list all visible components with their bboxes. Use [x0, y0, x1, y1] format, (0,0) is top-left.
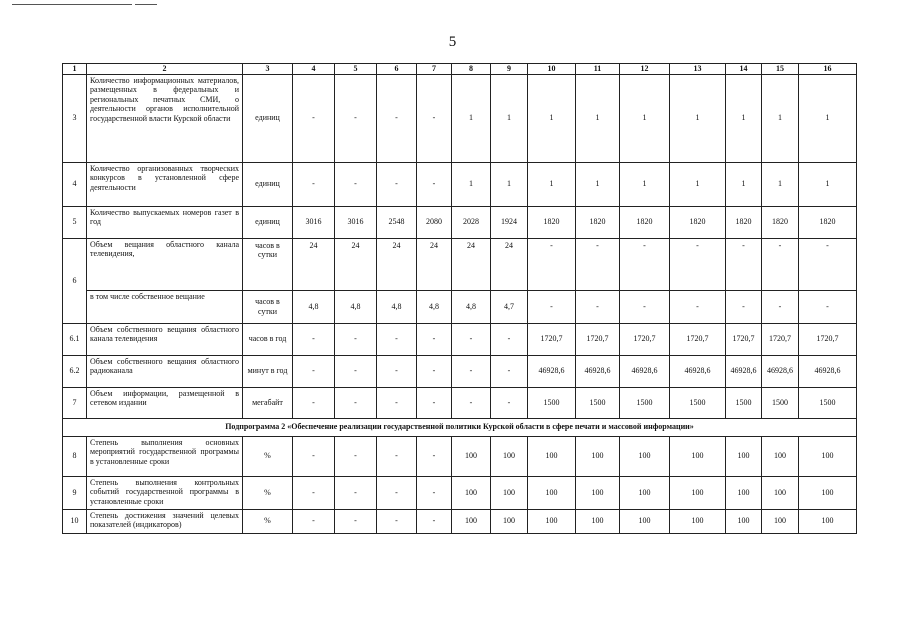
value-cell: 100 — [762, 509, 799, 533]
header-cell: 3 — [243, 64, 293, 75]
value-cell: 100 — [799, 476, 857, 509]
value-cell: 24 — [417, 238, 452, 290]
value-cell: 100 — [799, 436, 857, 476]
value-cell: - — [491, 355, 528, 387]
indicator-description: Степень выполнения контрольных событий государственной программы в установленные сроки — [87, 476, 243, 509]
value-cell: - — [762, 238, 799, 290]
value-cell: - — [528, 238, 576, 290]
unit-cell: % — [243, 509, 293, 533]
value-cell: - — [417, 436, 452, 476]
value-cell: 1720,7 — [528, 323, 576, 355]
value-cell: 1720,7 — [620, 323, 670, 355]
unit-cell: часов в сутки — [243, 238, 293, 290]
value-cell: 100 — [620, 509, 670, 533]
value-cell: 1 — [620, 74, 670, 162]
value-cell: 1720,7 — [726, 323, 762, 355]
header-cell: 15 — [762, 64, 799, 75]
value-cell: 3016 — [335, 206, 377, 238]
value-cell: 100 — [799, 509, 857, 533]
header-cell: 16 — [799, 64, 857, 75]
value-cell: - — [377, 323, 417, 355]
unit-cell: часов в год — [243, 323, 293, 355]
value-cell: - — [726, 238, 762, 290]
value-cell: 1 — [726, 162, 762, 206]
value-cell: 46928,6 — [726, 355, 762, 387]
unit-cell: минут в год — [243, 355, 293, 387]
value-cell: 24 — [452, 238, 491, 290]
value-cell: - — [293, 355, 335, 387]
header-cell: 14 — [726, 64, 762, 75]
subprogram-row — [63, 418, 857, 436]
value-cell: 1820 — [670, 206, 726, 238]
value-cell: 3016 — [293, 206, 335, 238]
unit-cell: % — [243, 476, 293, 509]
value-cell: - — [293, 436, 335, 476]
unit-cell: единиц — [243, 206, 293, 238]
value-cell: - — [417, 74, 452, 162]
value-cell: 24 — [335, 238, 377, 290]
value-cell: 4,8 — [452, 290, 491, 323]
value-cell: 1 — [576, 74, 620, 162]
row-number: 4 — [63, 162, 87, 206]
indicator-description: Объем вещания областного канала телевидения, — [87, 238, 243, 290]
value-cell: 1500 — [576, 387, 620, 418]
value-cell: 1820 — [762, 206, 799, 238]
row-number: 6 — [63, 238, 87, 323]
value-cell: 100 — [726, 509, 762, 533]
value-cell: - — [335, 74, 377, 162]
value-cell: 46928,6 — [762, 355, 799, 387]
value-cell: - — [452, 387, 491, 418]
header-cell: 8 — [452, 64, 491, 75]
row-number: 10 — [63, 509, 87, 533]
value-cell: 100 — [528, 436, 576, 476]
value-cell: 1500 — [528, 387, 576, 418]
value-cell: - — [377, 509, 417, 533]
value-cell: 1820 — [620, 206, 670, 238]
value-cell: - — [576, 290, 620, 323]
table-row — [63, 74, 857, 162]
value-cell: - — [293, 323, 335, 355]
row-number: 5 — [63, 206, 87, 238]
header-cell: 11 — [576, 64, 620, 75]
value-cell: 1924 — [491, 206, 528, 238]
value-cell: - — [452, 323, 491, 355]
value-cell: 100 — [670, 476, 726, 509]
header-cell: 5 — [335, 64, 377, 75]
value-cell: 100 — [528, 476, 576, 509]
value-cell: 1 — [799, 74, 857, 162]
value-cell: - — [335, 323, 377, 355]
indicator-description: Количество информационных материалов, размещенных в федеральных и региональных печатных СМИ, о деятельности органов исполнительной государственной власти Курской области — [87, 74, 243, 162]
value-cell: 100 — [726, 476, 762, 509]
value-cell: - — [377, 74, 417, 162]
value-cell: 100 — [491, 509, 528, 533]
value-cell: 100 — [528, 509, 576, 533]
value-cell: 46928,6 — [620, 355, 670, 387]
value-cell: 1500 — [620, 387, 670, 418]
value-cell: - — [417, 476, 452, 509]
value-cell: - — [293, 476, 335, 509]
table-row — [63, 162, 857, 206]
value-cell: 100 — [670, 509, 726, 533]
value-cell: 1720,7 — [762, 323, 799, 355]
value-cell: 1 — [576, 162, 620, 206]
row-number: 7 — [63, 387, 87, 418]
value-cell: 100 — [452, 509, 491, 533]
value-cell: - — [377, 355, 417, 387]
value-cell: 1 — [491, 74, 528, 162]
value-cell: 2548 — [377, 206, 417, 238]
unit-cell: часов в сутки — [243, 290, 293, 323]
indicator-description: Степень выполнения основных мероприятий государственной программы в установленные сроки — [87, 436, 243, 476]
value-cell: - — [335, 355, 377, 387]
value-cell: 1 — [452, 162, 491, 206]
value-cell: - — [417, 323, 452, 355]
value-cell: 1820 — [576, 206, 620, 238]
value-cell: - — [576, 238, 620, 290]
value-cell: - — [293, 387, 335, 418]
value-cell: - — [293, 162, 335, 206]
table-row — [63, 355, 857, 387]
value-cell: 100 — [762, 436, 799, 476]
unit-cell: единиц — [243, 162, 293, 206]
header-cell: 12 — [620, 64, 670, 75]
value-cell: 1 — [452, 74, 491, 162]
value-cell: 4,8 — [293, 290, 335, 323]
value-cell: - — [377, 476, 417, 509]
value-cell: - — [670, 238, 726, 290]
value-cell: - — [335, 162, 377, 206]
value-cell: - — [293, 509, 335, 533]
value-cell: 100 — [452, 436, 491, 476]
value-cell: 100 — [620, 436, 670, 476]
value-cell: - — [335, 509, 377, 533]
row-number: 6.1 — [63, 323, 87, 355]
value-cell: 1500 — [670, 387, 726, 418]
indicator-description: в том числе собственное вещание — [87, 290, 243, 323]
value-cell: 100 — [576, 436, 620, 476]
header-cell: 13 — [670, 64, 726, 75]
header-cell: 4 — [293, 64, 335, 75]
indicator-description: Объем собственного вещания областного канала телевидения — [87, 323, 243, 355]
subprogram-title: Подпрограмма 2 «Обеспечение реализации государственной политики Курской области в сфере печати и массовой информации» — [63, 418, 857, 436]
value-cell: 4,7 — [491, 290, 528, 323]
value-cell: 2080 — [417, 206, 452, 238]
header-cell: 2 — [87, 64, 243, 75]
value-cell: 1 — [528, 162, 576, 206]
indicator-description: Количество выпускаемых номеров газет в год — [87, 206, 243, 238]
table-row — [63, 509, 857, 533]
value-cell: - — [670, 290, 726, 323]
value-cell: 24 — [491, 238, 528, 290]
value-cell: 100 — [491, 476, 528, 509]
unit-cell: % — [243, 436, 293, 476]
value-cell: - — [377, 436, 417, 476]
value-cell: 1 — [528, 74, 576, 162]
value-cell: 1 — [670, 74, 726, 162]
table-row — [63, 238, 857, 290]
header-cell: 1 — [63, 64, 87, 75]
value-cell: 46928,6 — [576, 355, 620, 387]
value-cell: - — [528, 290, 576, 323]
value-cell: 100 — [670, 436, 726, 476]
top-rule — [12, 4, 132, 5]
value-cell: - — [491, 323, 528, 355]
indicator-description: Степень достижения значений целевых показателей (индикаторов) — [87, 509, 243, 533]
value-cell: - — [452, 355, 491, 387]
value-cell: 46928,6 — [670, 355, 726, 387]
indicator-description: Объем информации, размещенной в сетевом издании — [87, 387, 243, 418]
value-cell: 1720,7 — [799, 323, 857, 355]
unit-cell: единиц — [243, 74, 293, 162]
table-row — [63, 387, 857, 418]
value-cell: 24 — [293, 238, 335, 290]
value-cell: 1500 — [762, 387, 799, 418]
value-cell: - — [377, 387, 417, 418]
row-number: 9 — [63, 476, 87, 509]
value-cell: - — [491, 387, 528, 418]
value-cell: 100 — [491, 436, 528, 476]
value-cell: 1 — [620, 162, 670, 206]
indicator-description: Количество организованных творческих конкурсов в установленной сфере деятельности — [87, 162, 243, 206]
value-cell: 1 — [762, 74, 799, 162]
page-number: 5 — [448, 34, 457, 50]
value-cell: 46928,6 — [799, 355, 857, 387]
value-cell: - — [762, 290, 799, 323]
value-cell: 4,8 — [335, 290, 377, 323]
unit-cell: мегабайт — [243, 387, 293, 418]
value-cell: 1 — [762, 162, 799, 206]
value-cell: - — [417, 162, 452, 206]
indicators-table — [62, 63, 857, 534]
header-row — [63, 64, 857, 75]
value-cell: 46928,6 — [528, 355, 576, 387]
header-cell: 9 — [491, 64, 528, 75]
table-row — [63, 206, 857, 238]
value-cell: - — [799, 238, 857, 290]
value-cell: - — [726, 290, 762, 323]
value-cell: 1720,7 — [670, 323, 726, 355]
value-cell: - — [377, 162, 417, 206]
value-cell: 24 — [377, 238, 417, 290]
value-cell: 1 — [670, 162, 726, 206]
value-cell: 1720,7 — [576, 323, 620, 355]
table-row — [63, 290, 857, 323]
value-cell: - — [335, 476, 377, 509]
value-cell: 1820 — [799, 206, 857, 238]
indicator-description: Объем собственного вещания областного радиоканала — [87, 355, 243, 387]
row-number: 8 — [63, 436, 87, 476]
value-cell: - — [335, 387, 377, 418]
value-cell: - — [417, 509, 452, 533]
header-cell: 6 — [377, 64, 417, 75]
value-cell: - — [620, 238, 670, 290]
table-row — [63, 323, 857, 355]
value-cell: 1820 — [726, 206, 762, 238]
row-number: 6.2 — [63, 355, 87, 387]
value-cell: 100 — [576, 509, 620, 533]
value-cell: 100 — [576, 476, 620, 509]
value-cell: - — [417, 355, 452, 387]
value-cell: 1 — [726, 74, 762, 162]
table-row — [63, 436, 857, 476]
value-cell: - — [417, 387, 452, 418]
value-cell: 1820 — [528, 206, 576, 238]
value-cell: 100 — [762, 476, 799, 509]
value-cell: - — [799, 290, 857, 323]
value-cell: - — [293, 74, 335, 162]
value-cell: 2028 — [452, 206, 491, 238]
value-cell: 100 — [726, 436, 762, 476]
value-cell: 1 — [491, 162, 528, 206]
value-cell: 100 — [620, 476, 670, 509]
value-cell: 1500 — [799, 387, 857, 418]
value-cell: 100 — [452, 476, 491, 509]
row-number: 3 — [63, 74, 87, 162]
value-cell: - — [335, 436, 377, 476]
header-cell: 10 — [528, 64, 576, 75]
value-cell: 1500 — [726, 387, 762, 418]
header-cell: 7 — [417, 64, 452, 75]
value-cell: 4,8 — [417, 290, 452, 323]
table-row — [63, 476, 857, 509]
value-cell: 4,8 — [377, 290, 417, 323]
top-rule-short — [135, 4, 157, 5]
value-cell: - — [620, 290, 670, 323]
value-cell: 1 — [799, 162, 857, 206]
